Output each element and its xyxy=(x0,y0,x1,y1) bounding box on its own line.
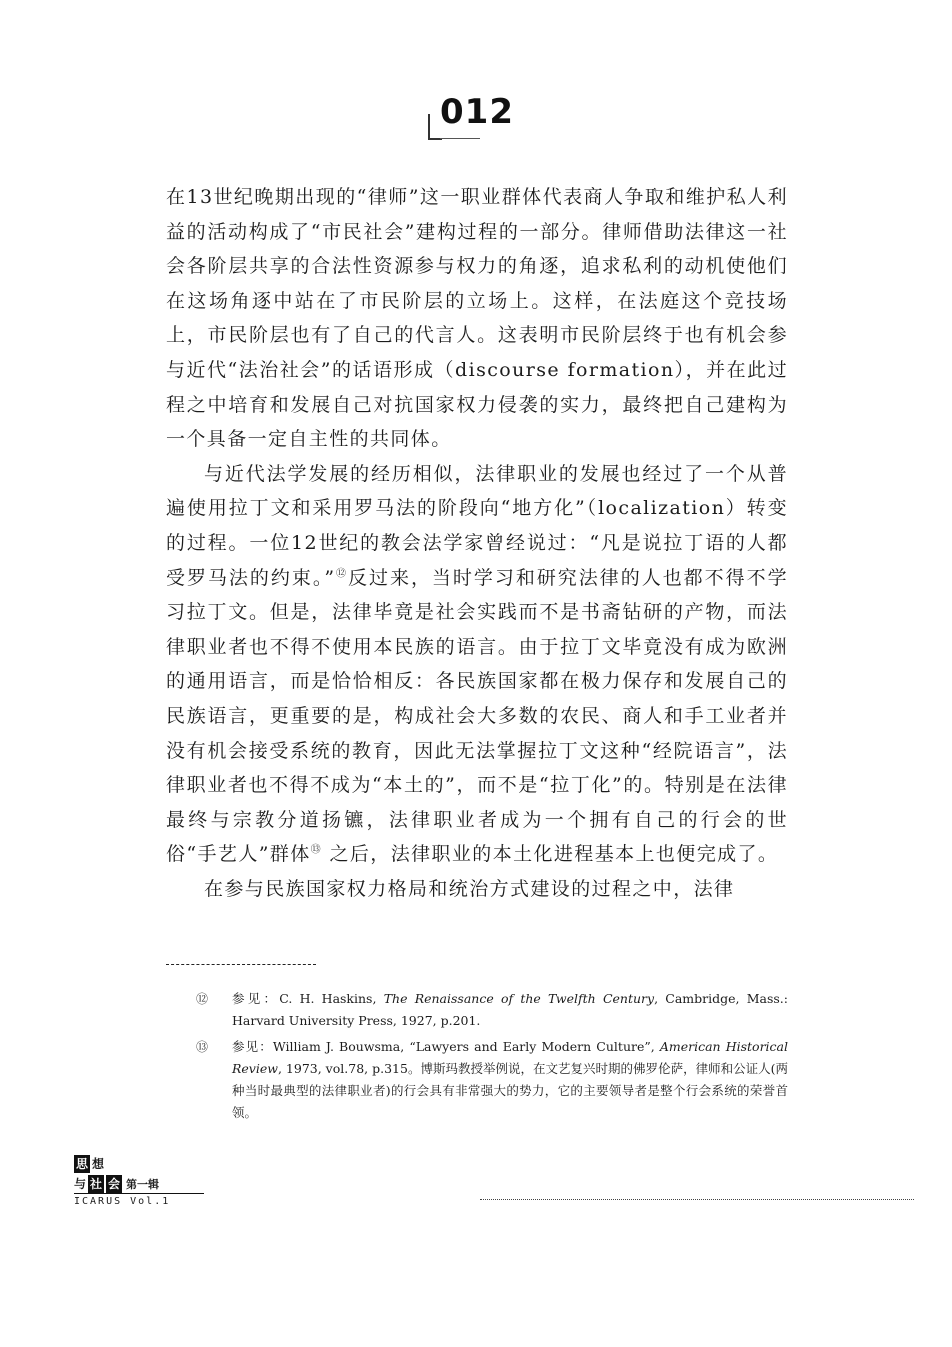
logo-char: 思 xyxy=(76,1157,89,1171)
logo-char: 想 xyxy=(92,1157,105,1171)
logo-char: 会 xyxy=(108,1177,121,1191)
logo-char: 社 xyxy=(90,1177,103,1191)
footnote-title: The Renaissance of the Twelfth Century xyxy=(383,991,655,1006)
page-number: 012 xyxy=(440,92,514,132)
logo-char: 与 xyxy=(74,1177,87,1191)
paragraph-text: 之后，法律职业的本土化进程基本上也便完成了。 xyxy=(329,843,779,866)
paragraph: 在参与民族国家权力格局和统治方式建设的过程之中，法律 xyxy=(204,877,735,900)
logo-english: ICARUS Vol.1 xyxy=(74,1196,171,1207)
footnote xyxy=(196,988,788,1032)
footnote-text: , 1973, vol.78, p.315。博斯玛教授举例说，在文艺复兴时期的佛罗伦萨，律师和公证人(两种当时最典型的法律职业者)的行会具有非常强大的势力，它的主要领导者是整个行会系统的荣誉首领。 xyxy=(232,1061,788,1120)
body-text xyxy=(166,180,788,906)
footnote-title: American Historical Review xyxy=(232,1039,788,1076)
paragraph xyxy=(166,457,788,872)
footer-dotted-rule xyxy=(480,1199,914,1200)
page-number-bracket xyxy=(428,114,430,140)
footnote-divider xyxy=(166,964,316,965)
journal-logo xyxy=(74,1155,204,1215)
footnotes xyxy=(196,988,788,1128)
page-number-underline xyxy=(440,138,480,139)
paragraph: 在13世纪晚期出现的“律师”这一职业群体代表商人争取和维护私人利益的活动构成了“市民社会”建构过程的一部分。律师借助法律这一社会各阶层共享的合法性资源参与权力的角逐，追求私利的动机使他们在这场角逐中站在了市民阶层的立场上。这样，在法庭这个竞技场上，市民阶层也有了自己的代言人。这表明市民阶层终于也有机会参与近代“法治社会”的话语形成（discourse formation），并在此过程之中培育和发展自己对抗国家权力侵袭的实力，最终把自己建构为一个具备一定自主性的共同体。 xyxy=(166,186,788,451)
footnote-text: 参见：C. H. Haskins, xyxy=(232,991,377,1006)
logo-row xyxy=(74,1175,204,1194)
logo-issue: 第一辑 xyxy=(126,1178,160,1191)
footnote-text: 参见：William J. Bouwsma, “Lawyers and Early Modern Culture”, xyxy=(232,1039,655,1054)
logo-row xyxy=(74,1155,204,1173)
footnote-ref[interactable]: ⑬ xyxy=(310,844,323,856)
footnote-ref[interactable]: ⑫ xyxy=(335,568,349,580)
footnote xyxy=(196,1036,788,1124)
paragraph-text: 反过来，当时学习和研究法律的人也都不得不学习拉丁文。但是，法律毕竟是社会实践而不是书斋钻研的产物，而法律职业者也不得不使用本民族的语言。由于拉丁文毕竟没有成为欧洲的通用语言，而是恰恰相反：各民族国家都在极力保存和发展自己的民族语言，更重要的是，构成社会大多数的农民、商人和手工业者并没有机会接受系统的教育，因此无法掌握拉丁文这种“经院语言”，法律职业者也不得不成为“本土的”，而不是“拉丁化”的。特别是在法律最终与宗教分道扬镳，法律职业者成为一个拥有自己的行会的世俗“手艺人”群体 xyxy=(166,566,788,866)
footnote-marker: ⑫ xyxy=(196,992,209,1006)
paragraph-text: 与近代法学发展的经历相似，法律职业的发展也经过了一个从普遍使用拉丁文和采用罗马法的阶段向“地方化”（localization）转变的过程。一位12世纪的教会法学家曾经说过：“凡是说拉丁语的人都受罗马法的约束。” xyxy=(166,462,788,589)
footnote-marker: ⑬ xyxy=(196,1040,209,1054)
footnote-text: , Cambridge, Mass.: Harvard University Press, 1927, p.201. xyxy=(232,991,788,1028)
